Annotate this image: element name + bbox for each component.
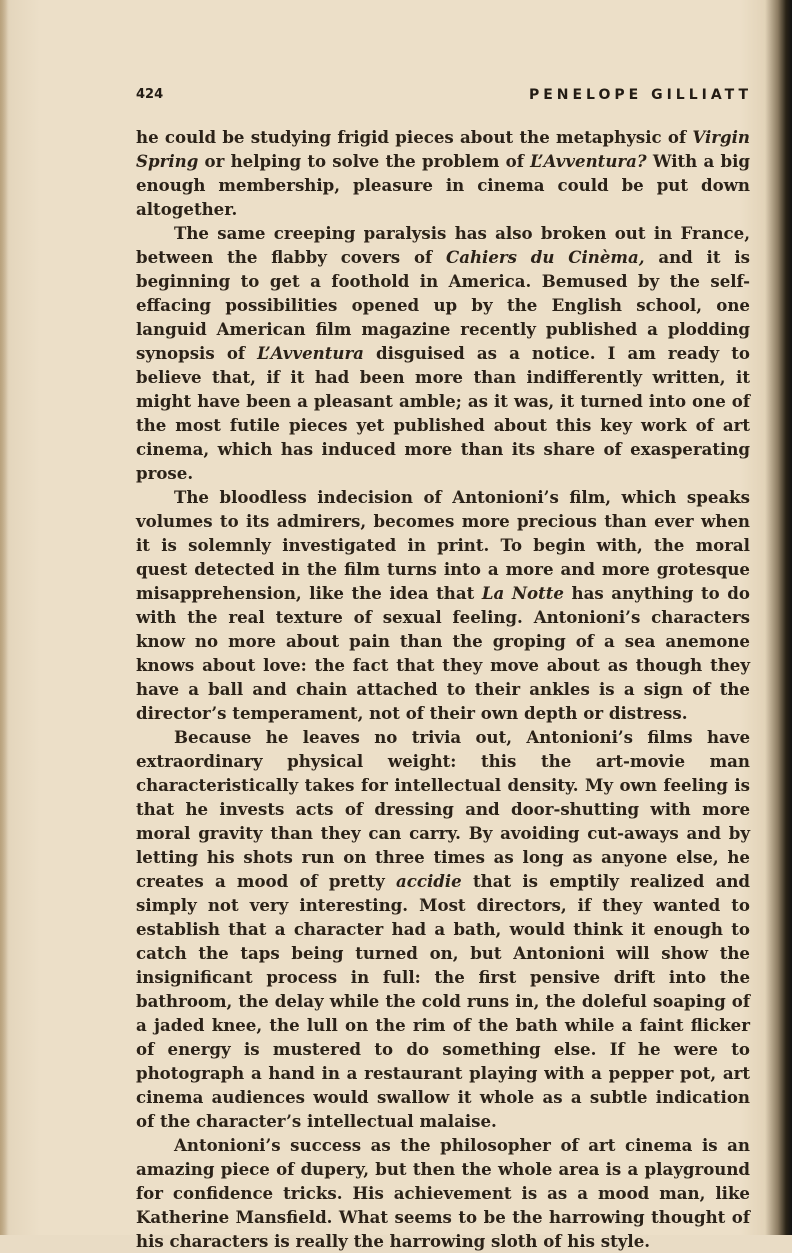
text-run: and it is beginning to get a foothold in America. Bemused by the self-effacing possibilities opened up by the English school, one languid American film magazine recently published a plodding synopsis of <box>136 247 750 363</box>
text-run: Because he leaves no trivia out, Antonioni’s films have extraordinary physical weight: this the art-movie man characteristically takes for intellectual density. My own feeling is that he invests acts of dressing and door-shutting with more moral gravity than they can carry. By avoiding cut-aways and by letting his shots run on three times as long as anyone else, he creates a mood of pretty <box>136 727 750 891</box>
paragraph <box>136 125 750 221</box>
paragraph <box>136 485 750 725</box>
text-run: that is emptily realized and simply not very interesting. Most directors, if they wanted to establish that a character had a bath, would think it enough to catch the taps being turned on, but Antonioni will show the insignificant process in full: the first pensive drift into the bathroom, the delay while the cold runs in, the doleful soaping of a jaded knee, the lull on the rim of the bath while a faint flicker of energy is mustered to do something else. If he were to photograph a hand in a restaurant playing with a pepper pot, art cinema audiences would swallow it whole as a subtle indication of the character’s intellectual malaise. <box>136 871 750 1131</box>
italic-title: accidie <box>396 871 462 891</box>
paragraph <box>136 221 750 485</box>
text-run: The bloodless indecision of Antonioni’s film, which speaks volumes to its admirers, becomes more precious than ever when it is solemnly investigated in print. To begin with, the moral quest detected in the film turns into a more and more grotesque misapprehension, like the idea that <box>136 487 750 603</box>
italic-title: L’Avventura? <box>530 151 647 171</box>
text-run: he could be studying frigid pieces about the metaphysic of <box>136 127 693 147</box>
running-head: PENELOPE GILLIATT <box>528 87 752 103</box>
text-run: or helping to solve the problem of <box>198 151 531 171</box>
italic-title: L’Avventura <box>257 343 364 363</box>
text-run: disguised as a notice. I am ready to believe that, if it had been more than indifferently written, it might have been a pleasant amble; as it was, it turned into one of the most futile pieces yet published about this key work of art cinema, which has induced more than its share of exasperating prose. <box>136 343 750 483</box>
paragraph <box>136 1133 750 1253</box>
text-run: The same creeping paralysis has also broken out in France, between the flabby covers of <box>136 223 750 267</box>
body-text <box>136 125 750 1253</box>
italic-title: Virgin Spring <box>136 127 750 171</box>
italic-title: Cahiers du Cinèma, <box>446 247 645 267</box>
italic-title: La Notte <box>481 583 564 603</box>
gutter-shadow <box>0 0 8 1235</box>
text-run: Antonioni’s success as the philosopher of art cinema is an amazing piece of dupery, but then the whole area is a playground for confidence tricks. His achievement is as a mood man, like Katherine Mansfield. What seems to be the harrowing thought of his characters is really the harrowing sloth of his style. <box>136 1135 750 1251</box>
page-header <box>136 85 752 109</box>
text-run: has anything to do with the real texture of sexual feeling. Antonioni’s characters know no more about pain than the groping of a sea anemone knows about love: the fact that they move about as though they have a ball and chain attached to their ankles is a sign of the director’s temperament, not of their own depth or distress. <box>136 583 750 723</box>
paragraph <box>136 725 750 1133</box>
page-number: 424 <box>136 87 164 102</box>
text-run: With a big enough membership, pleasure in cinema could be put down altogether. <box>136 151 750 219</box>
